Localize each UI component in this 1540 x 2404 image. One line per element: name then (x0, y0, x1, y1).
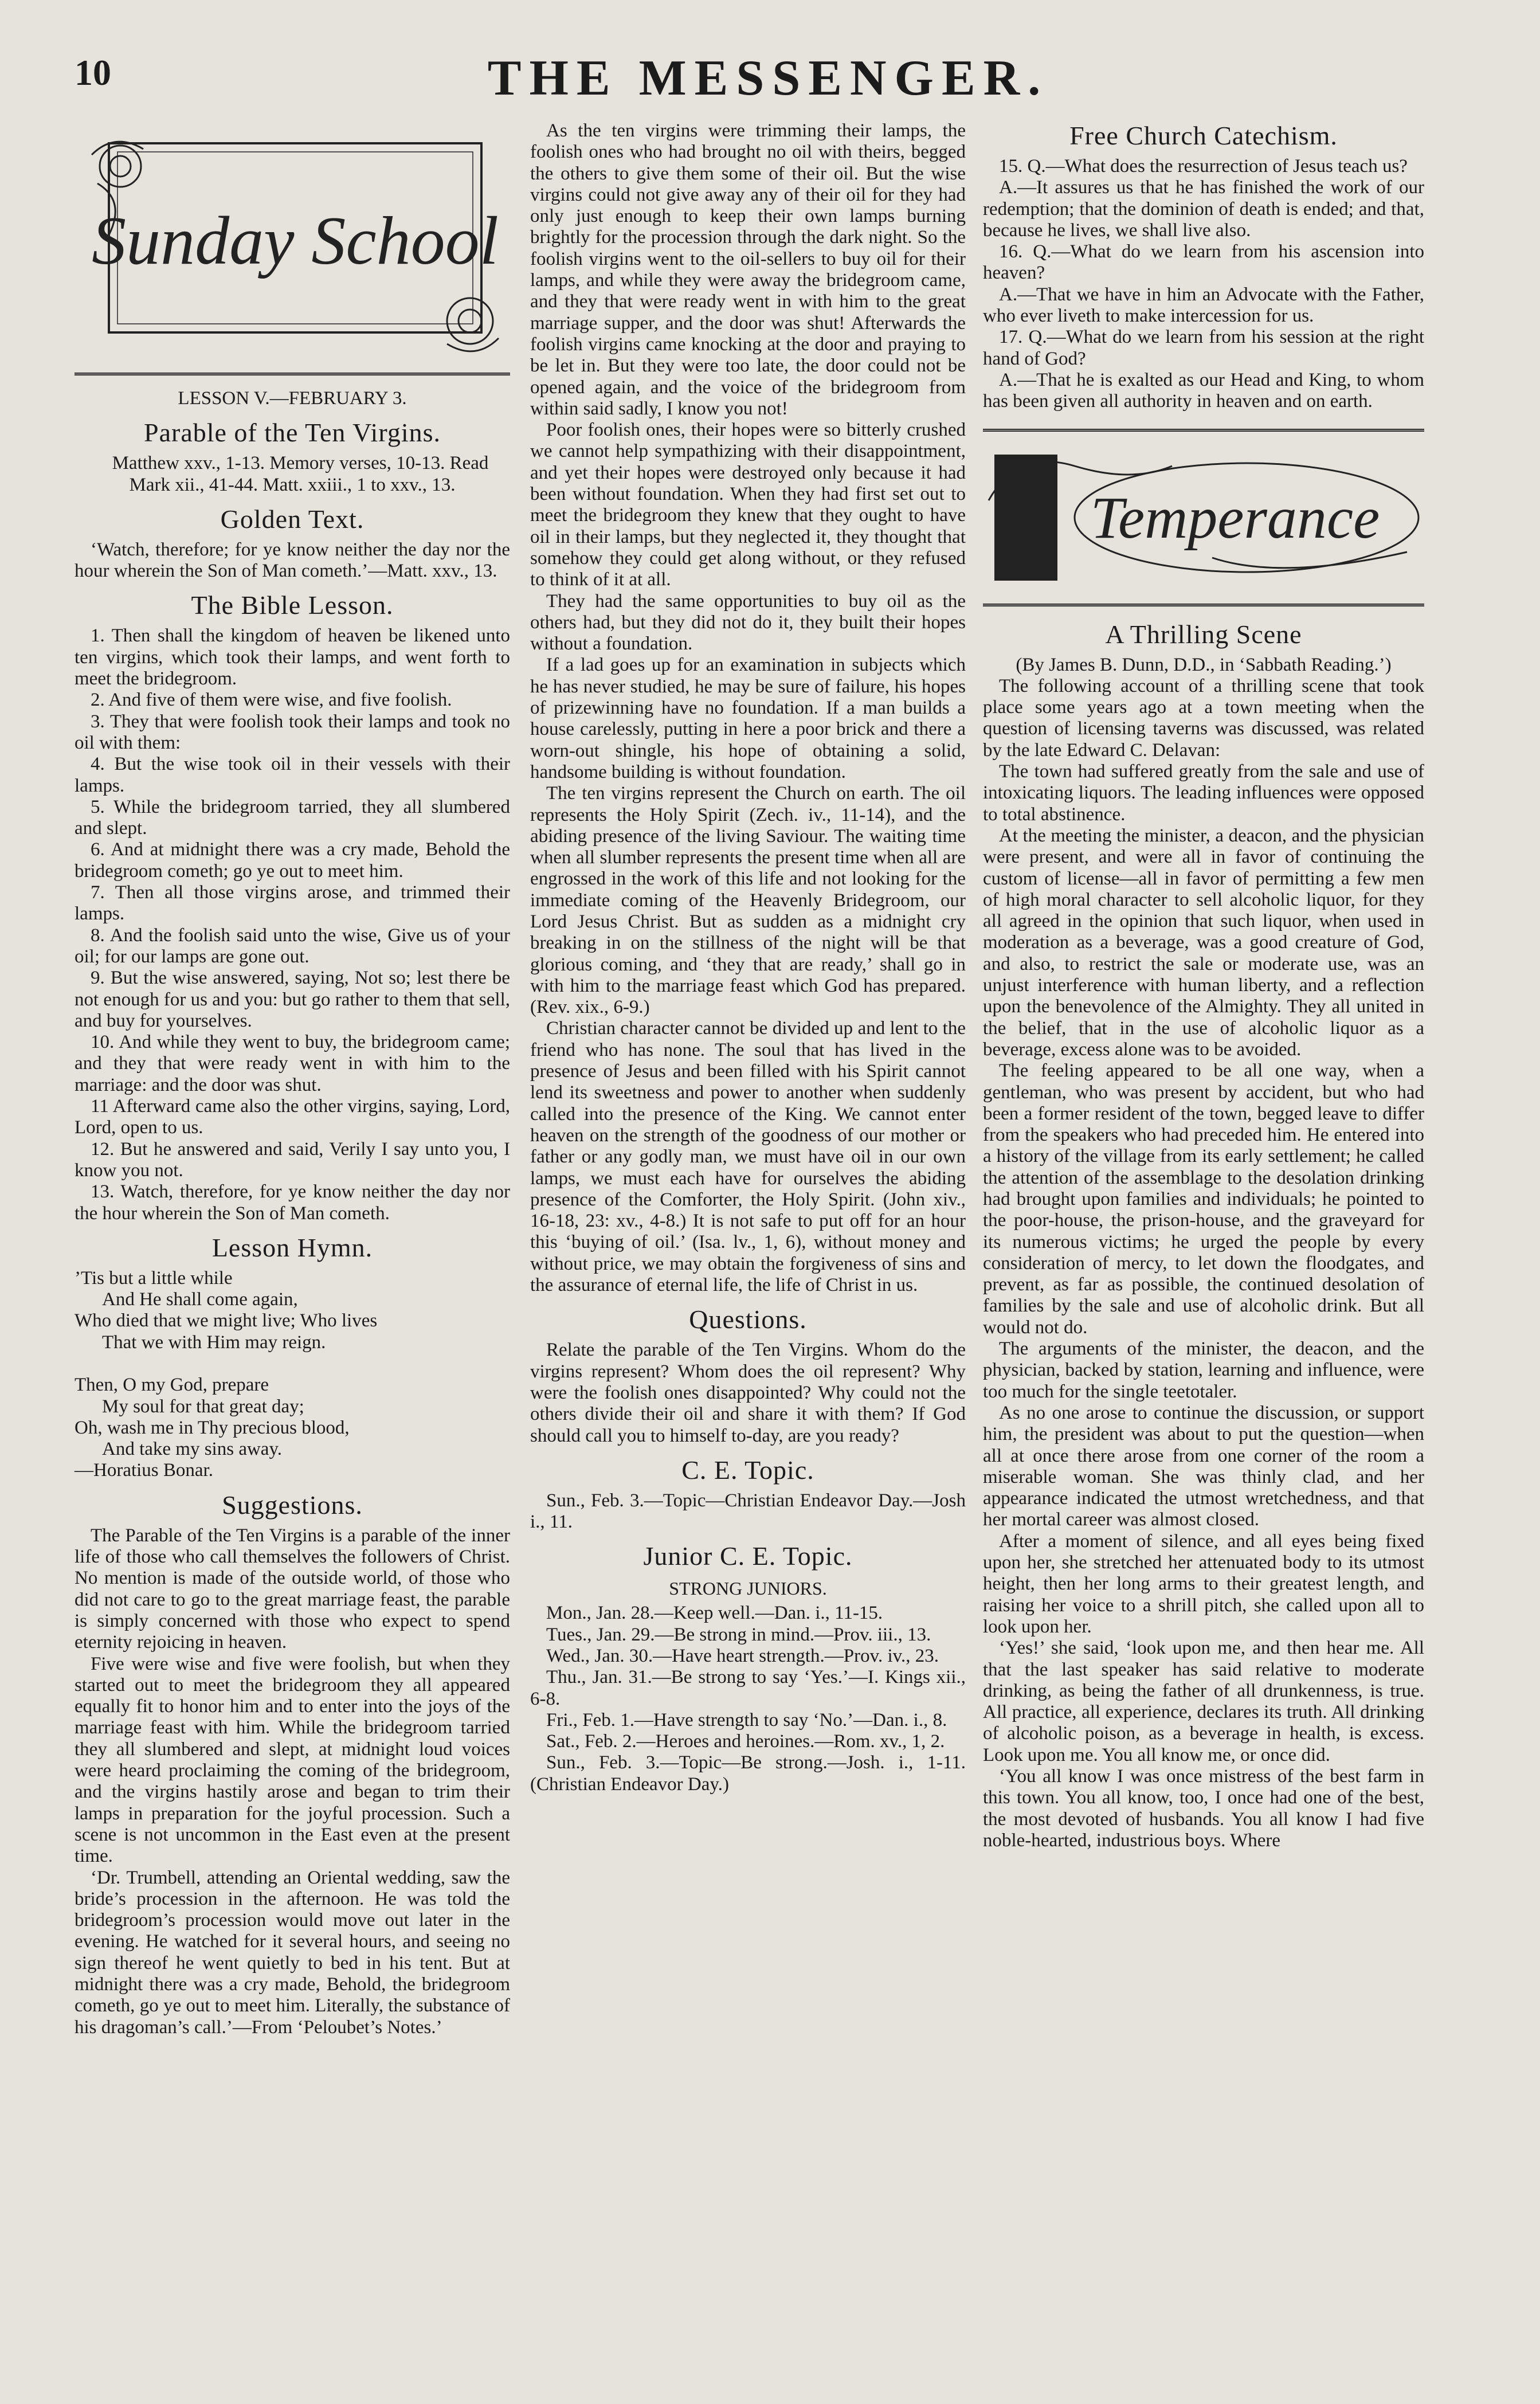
bible-verse: 1. Then shall the kingdom of heaven be likened unto ten virgins, which took their lamps, and went forth to meet the bridegroom. (75, 625, 510, 690)
bible-verse: 6. And at midnight there was a cry made, Behold the bridegroom cometh; go ye out to meet him. (75, 839, 510, 882)
catechism-item: A.—It assures us that he has finished the work of our redemption; that the dominion of death is ended; and that, because he lives, we shall live also. (983, 177, 1424, 241)
suggestions-paragraph: Poor foolish ones, their hopes were so bitterly crushed we cannot help sympathizing with their disappointment, and yet their hopes were destroyed only because it had been without foundation. When they had first set out to meet the bridegroom they knew that they ought to have oil in their lamps, but they neglected it, they thought that somehow they could get along without, or they refused to think of it at all. (530, 420, 966, 590)
junior-ce-item: Tues., Jan. 29.—Be strong in mind.—Prov. iii., 13. (546, 1624, 931, 1645)
column-3 (983, 120, 1424, 1851)
masthead (75, 52, 1461, 115)
junior-ce-item: Wed., Jan. 30.—Have heart strength.—Prov. iv., 23. (546, 1646, 939, 1666)
bible-verse: 12. But he answered and said, Verily I say unto you, I know you not. (75, 1138, 510, 1181)
article-byline: (By James B. Dunn, D.D., in ‘Sabbath Reading.’) (1016, 654, 1392, 675)
hymn-line: And He shall come again, (102, 1289, 298, 1310)
catechism-item: 15. Q.—What does the resurrection of Jesus teach us? (999, 156, 1408, 177)
bible-verse: 5. While the bridegroom tarried, they all slumbered and slept. (75, 796, 510, 839)
catechism-heading: Free Church Catechism. (1069, 121, 1338, 150)
lesson-title: Parable of the Ten Virgins. (144, 418, 441, 448)
bible-verses (75, 625, 510, 1224)
temperance-ornament (983, 432, 1424, 604)
hymn-line: Who died that we might live; Who lives (75, 1310, 378, 1332)
hymn-line: That we with Him may reign. (102, 1332, 326, 1353)
hymn-line: Then, O my God, prepare (75, 1375, 269, 1396)
bible-verse: 10. And while they went to buy, the bridegroom came; and they that were ready went in with him to the marriage: and the door was shut. (75, 1032, 510, 1095)
lesson-number: LESSON V.—FEBRUARY 3. (178, 388, 407, 409)
article-paragraph: The feeling appeared to be all one way, when a gentleman, who was present by accident, but who had been a former resident of the town, begged leave to differ from the speakers who had preceded him. He entered into a history of the village from its early settlement; he called the attention of the assemblage to the desolation drinking had brought upon families and individuals; he pointed to the poor-house, the prison-house, and the graveyard for its numerous victims; he urged the people by every consideration of mercy, to let down the floodgates, and prevent, as far as possible, the continued desolation of families by the sale and use of alcoholic drink. But all would not do. (983, 1060, 1424, 1338)
bible-verse: 4. But the wise took oil in their vessels with their lamps. (75, 754, 510, 796)
bible-verse: 7. Then all those virgins arose, and trimmed their lamps. (75, 882, 510, 925)
article-paragraph: ‘You all know I was once mistress of the best farm in this town. You all know, too, I once had one of the best, the most devoted of husbands. You all know I had five noble-hearted, industrious boys. Where (983, 1766, 1424, 1851)
golden-text-body: ‘Watch, therefore; for ye know neither the day nor the hour wherein the Son of Man cometh.’—Matt. xxv., 13. (75, 539, 510, 582)
page-number: 10 (75, 52, 111, 93)
suggestions-paragraph: If a lad goes up for an examination in subjects which he has never studied, he may be sure of failure, his hopes of prizewinning have no foundation. If a man builds a house carelessly, putting in here a poor brick and there a worn-out shingle, his hope of obtaining a solid, handsome building is without foundation. (530, 655, 966, 782)
sunday-school-ornament (75, 120, 510, 373)
catechism-item: A.—That we have in him an Advocate with the Father, who ever liveth to make intercession for us. (983, 284, 1424, 327)
hymn-line: And take my sins away. (102, 1439, 283, 1460)
suggestions-paragraph: The Parable of the Ten Virgins is a parable of the inner life of those who call themselves the followers of Christ. No mention is made of the outside world, of those who did not care to go to the great marriage feast, the parable is simply concerned with those who expect to spend eternity rejoicing in heaven. (75, 1525, 510, 1653)
bible-verse: 8. And the foolish said unto the wise, Give us of your oil; for our lamps are gone out. (75, 925, 510, 967)
bible-verse: 9. But the wise answered, saying, Not so; lest there be not enough for us and you: but go rather to them that sell, and buy for yourselves. (75, 968, 510, 1031)
bible-verse: 2. And five of them were wise, and five foolish. (91, 690, 452, 711)
bible-verse: 11 Afterward came also the other virgins, saying, Lord, Lord, open to us. (75, 1096, 510, 1138)
catechism-item: A.—That he is exalted as our Head and King, to whom has been given all authority in heaven and on earth. (983, 369, 1424, 412)
junior-ce-item: Thu., Jan. 31.—Be strong to say ‘Yes.’—I. Kings xii., 6-8. (530, 1667, 966, 1709)
lesson-references: Matthew xxv., 1-13. Memory verses, 10-13. Read Mark xii., 41-44. Matt. xxiii., 1 to xxv., 13. (112, 453, 489, 495)
golden-text-heading: Golden Text. (220, 504, 365, 534)
questions-body: Relate the parable of the Ten Virgins. Whom do the virgins represent? Whom does the oil represent? Why were the foolish ones disappointed? Why could not the others divide their oil and share it with them? If God should call you to himself to-day, are you ready? (530, 1340, 966, 1446)
junior-ce-subheading: STRONG JUNIORS. (669, 1578, 827, 1599)
bible-verse: 13. Watch, therefore, for ye know neither the day nor the hour wherein the Son of Man cometh. (75, 1181, 510, 1224)
bible-verse: 3. They that were foolish took their lamps and took no oil with them: (75, 711, 510, 753)
suggestions-paragraph: The ten virgins represent the Church on earth. The oil represents the Holy Spirit (Zech. iv., 11-14), and the abiding presence of the living Saviour. The waiting time when all slumber represents the present time when all are engrossed in the work of this life and not looking for the immediate coming of the Heavenly Bridegroom, our Lord Jesus Christ. But as sudden as a midnight cry breaking in on the stillness of the night will be that glorious coming, and ‘they that are ready,’ shall go in with him to the marriage feast which God has prepared. (Rev. xix., 6-9.) (530, 783, 966, 1018)
junior-ce-heading: Junior C. E. Topic. (643, 1541, 853, 1571)
column-2 (530, 120, 966, 1795)
hymn-author: —Horatius Bonar. (75, 1460, 213, 1481)
article-paragraph: The following account of a thrilling scene that took place some years ago at a town meeting when the question of licensing taverns was discussed, was related by the late Edward C. Delavan: (983, 675, 1424, 761)
article-paragraph: The town had suffered greatly from the sale and use of intoxicating liquors. The leading influences were opposed to total abstinence. (983, 761, 1424, 825)
sunday-school-banner (75, 120, 510, 375)
article-paragraph: The arguments of the minister, the deacon, and the physician, backed by station, learning and influence, were too much for the single teetotaler. (983, 1338, 1424, 1402)
junior-ce-item: Fri., Feb. 1.—Have strength to say ‘No.’—Dan. i., 8. (546, 1709, 947, 1730)
temperance-banner-text: Temperance (1090, 484, 1380, 551)
hymn-line: Oh, wash me in Thy precious blood, (75, 1417, 350, 1438)
lesson-hymn (75, 1268, 510, 1482)
junior-ce-item: Sun., Feb. 3.—Topic—Be strong.—Josh. i., 1-11. (Christian Endeavor Day.) (530, 1752, 966, 1795)
suggestions-paragraph: Christian character cannot be divided up and lent to the friend who has none. The soul that has lived in the presence of Jesus and been filled with his Spirit cannot lend its sweetness and power to another when suddenly called into the presence of the King. We cannot enter heaven on the strength of the goodness of our mother or father or any godly man, we must have oil in our own lamps, we must each have for ourselves the abiding presence of the Comforter, the Holy Spirit. (John xiv., 16-18, 23: xv., 4-8.) It is not safe to put off for an hour this ‘buying of oil.’ (Isa. lv., 1, 6), without money and without price, we may obtain the forgiveness of sins and the assurance of eternal life, the life of Christ in us. (530, 1018, 966, 1296)
catechism-item: 17. Q.—What do we learn from his session at the right hand of God? (983, 327, 1424, 369)
suggestions-paragraph: ‘Dr. Trumbell, attending an Oriental wedding, saw the bride’s procession in the afternoon. He was told the bridegroom’s procession would move out later in the evening. He watched for it several hours, and seeing no sign thereof he went quietly to bed in his tent. But at midnight there was a cry made, Behold, the bridegroom cometh, go ye out to meet him. Literally, the substance of his dragoman’s call.’—From ‘Peloubet’s Notes.’ (75, 1867, 510, 2038)
junior-ce-item: Sat., Feb. 2.—Heroes and heroines.—Rom. xv., 1, 2. (546, 1731, 945, 1752)
article-paragraph: ‘Yes!’ she said, ‘look upon me, and then hear me. All that the last speaker has said relative to moderate drinking, as being the father of all drunkenness, is true. All practice, all experience, declares its truth. All drinking of alcoholic poison, as a beverage in health, is excess. Look upon me. You all know me, or once did. (983, 1638, 1424, 1765)
temperance-banner (983, 429, 1424, 606)
sunday-school-banner-text: Sunday School (92, 202, 499, 279)
ce-topic-body: Sun., Feb. 3.—Topic—Christian Endeavor Day.—Josh i., 11. (530, 1490, 966, 1533)
article-paragraph: After a moment of silence, and all eyes being fixed upon her, she stretched her attenuated body to its utmost height, then her long arms to their greatest length, and raising her voice to a shrill pitch, she called upon all to look upon her. (983, 1530, 1424, 1637)
bible-lesson-heading: The Bible Lesson. (191, 590, 394, 620)
suggestions-heading: Suggestions. (222, 1490, 363, 1520)
column-1 (75, 120, 510, 2038)
hymn-line: My soul for that great day; (102, 1396, 304, 1417)
ce-topic-heading: C. E. Topic. (681, 1455, 814, 1485)
junior-ce-item: Mon., Jan. 28.—Keep well.—Dan. i., 11-15. (546, 1603, 883, 1624)
hymn-line: ’Tis but a little while (75, 1267, 233, 1289)
questions-heading: Questions. (689, 1305, 807, 1334)
article-paragraph: At the meeting the minister, a deacon, and the physician were present, and were all in favor of continuing the custom of license—all in favor of permitting a few men of high moral character to sell alcoholic liquor, for they all agreed in the opinion that such liquor, when used in moderation as a beverage, was a good creature of God, and also, to restrict the sale or moderate use, was an unjust interference with human liberty, and a reflection upon the benevolence of the Almighty. They all united in the belief, that in the use of alcoholic liquor as a beverage, excess alone was to be avoided. (983, 825, 1424, 1060)
suggestions-paragraph: As the ten virgins were trimming their lamps, the foolish ones who had brought no oil with theirs, begged the others to give them some of their oil. But the wise virgins could not give away any of their oil for they had only just enough to keep their own lamps burning brightly for the procession through the dark night. So the foolish virgins went to the oil-sellers to buy oil for their lamps, and while they were away the bridegroom came, and they that were ready went in with him to the great marriage supper, and the door was shut! Afterwards the foolish virgins came knocking at the door and praying to be let in. But they were too late, the door could not be opened again, and the voice of the bridegroom from within said sadly, I know you not! (530, 120, 966, 419)
lesson-hymn-heading: Lesson Hymn. (211, 1232, 373, 1262)
article-title: A Thrilling Scene (1105, 619, 1302, 649)
hymn-line (75, 1353, 510, 1375)
catechism-item: 16. Q.—What do we learn from his ascension into heaven? (983, 241, 1424, 284)
masthead-title: THE MESSENGER. (487, 50, 1049, 106)
article-paragraph: As no one arose to continue the discussion, or support him, the president was about to put the question—when all at once there arose from one corner of the room a miserable woman. She was thinly clad, and her appearance indicated the utmost wretchedness, and that her mortal career was almost closed. (983, 1402, 1424, 1530)
suggestions-paragraph: They had the same opportunities to buy oil as the others had, but they did not do it, they built their hopes without a foundation. (530, 590, 966, 655)
suggestions-paragraph: Five were wise and five were foolish, but when they started out to meet the bridegroom they all appeared equally fit to honor him and to enter into the joys of the marriage feast with him. While the bridegroom tarried they all slumbered and slept, at midnight loud voices were heard proclaiming the coming of the bridegroom, and the virgins hastily arose and began to trim their lamps in preparation for the joyful procession. Such a scene is not uncommon in the East even at the present time. (75, 1653, 510, 1867)
